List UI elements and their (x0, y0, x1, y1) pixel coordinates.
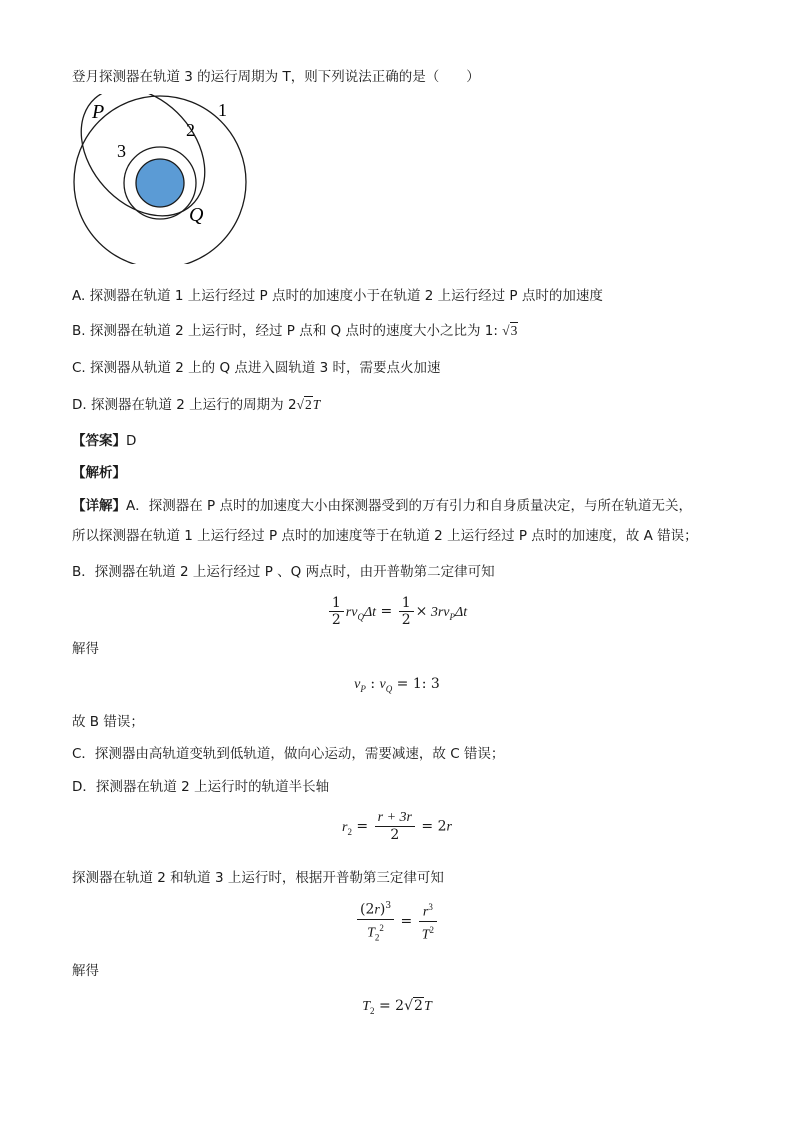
orbit-diagram (70, 94, 260, 264)
orbit-3-label: 3 (117, 141, 126, 161)
option-c: C. 探测器从轨道 2 上的 Q 点进入圆轨道 3 时，需要点火加速 (72, 360, 441, 376)
answer-line (72, 432, 136, 450)
analysis-b-line: B．探测器在轨道 2 上运行经过 P 、Q 两点时，由开普勒第二定律可知 (72, 564, 495, 580)
formula-velocity-ratio: $v_P$ : $v_Q = 1$: 3 (354, 676, 440, 694)
answer-value: D (126, 433, 137, 449)
analysis-a-line1 (72, 497, 692, 515)
option-d-sqrt: √2 (296, 397, 312, 412)
analysis-a-text: A．探测器在 P 点时的加速度大小由探测器受到的万有引力和自身质量决定，与所在轨道无关， (126, 498, 692, 514)
answer-label: 【答案】 (72, 433, 126, 449)
moon (136, 159, 184, 207)
orbit-1-label: 1 (218, 100, 227, 120)
option-a: A. 探测器在轨道 1 上运行经过 P 点时的加速度小于在轨道 2 上运行经过 P 点时的加速度 (72, 288, 603, 304)
analysis-a-line2: 所以探测器在轨道 1 上运行经过 P 点时的加速度等于在轨道 2 上运行经过 P 点时的加速度，故 A 错误； (72, 528, 698, 544)
formula-kepler2: $\frac{1}{2}$ $rv_Q\Delta t$ = $\frac{1}{2}$ × $3rv_P\Delta t$ (0, 595, 794, 628)
question-stem: 登月探测器在轨道 3 的运行周期为 T，则下列说法正确的是（ ） (72, 69, 480, 85)
option-b-sqrt: √3 (502, 323, 518, 338)
orbit-2-label: 2 (186, 120, 195, 140)
option-d: D. 探测器在轨道 2 上运行的周期为 2√2T (72, 397, 321, 413)
analysis-b-conclusion: 故 B 错误； (72, 714, 144, 730)
point-q-label: Q (189, 204, 204, 226)
detail-label: 【详解】 (72, 498, 126, 514)
solve-label-2: 解得 (72, 963, 99, 979)
analysis-c-line: C．探测器由高轨道变轨到低轨道，做向心运动，需要减速，故 C 错误； (72, 746, 505, 762)
solve-label-1: 解得 (72, 641, 99, 657)
kepler3-line: 探测器在轨道 2 和轨道 3 上运行时，根据开普勒第三定律可知 (72, 870, 444, 886)
point-p-label: P (92, 101, 105, 123)
option-d-text: D. 探测器在轨道 2 上运行的周期为 2 (72, 397, 297, 413)
formula-semimajor-axis: $r_2$ = $\frac{r + 3r}{2}$ = 2r (342, 810, 452, 843)
analysis-label: 【解析】 (72, 465, 126, 481)
option-b (72, 322, 518, 340)
formula-kepler3: $\frac{(2r)^3}{T_2^2}$ = $\frac{r^3}{T^2}$ (0, 898, 794, 945)
formula-period-result: $T_2 = 2√2T$ (362, 998, 432, 1016)
analysis-d-line: D．探测器在轨道 2 上运行时的轨道半长轴 (72, 779, 330, 795)
option-b-text: B. 探测器在轨道 2 上运行时，经过 P 点和 Q 点时的速度大小之比为 1: (72, 323, 503, 339)
